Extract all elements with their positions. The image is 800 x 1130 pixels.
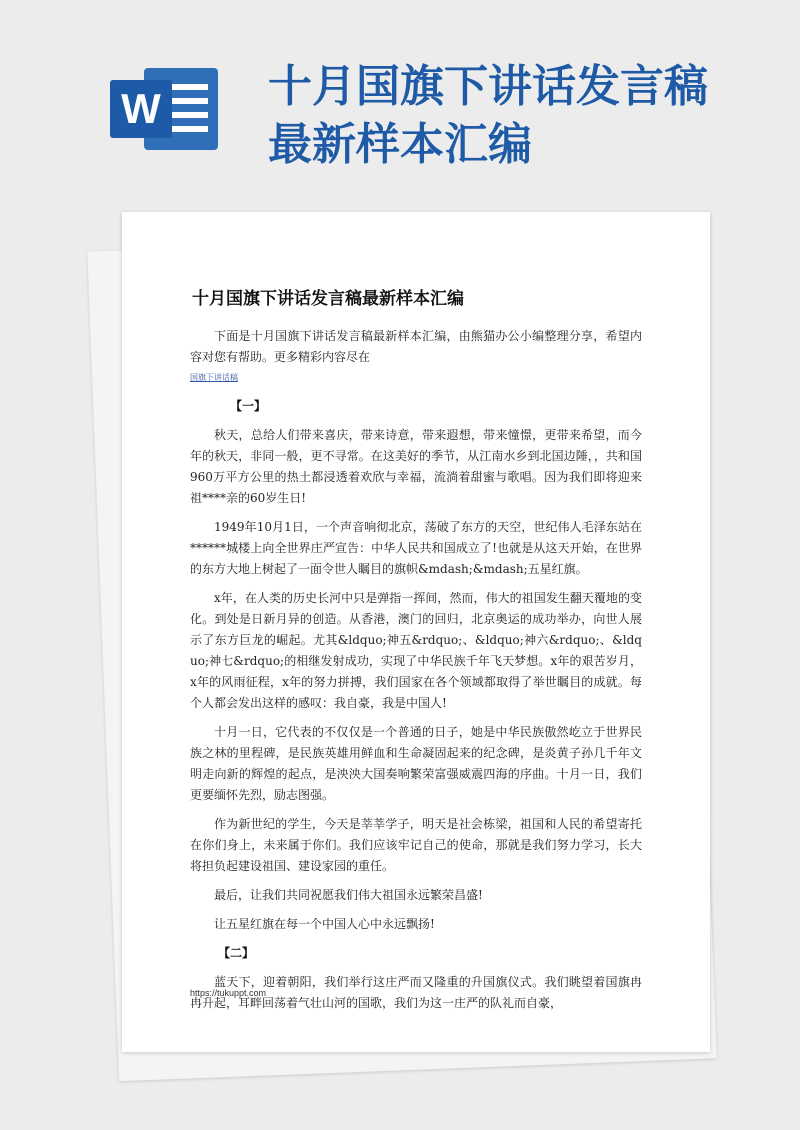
- section-heading-1: 【一】: [230, 399, 267, 413]
- paragraph: 秋天，总给人们带来喜庆，带来诗意，带来遐想，带来憧憬，更带来希望，而今年的秋天，非同一般，更不寻常。在这美好的季节，从江南水乡到北国边陲，，共和国960万平方公里的热土都浸透着欢欣与幸福，流淌着甜蜜与歌唱。因为我们即将迎来祖****亲的60岁生日!: [190, 428, 642, 505]
- footer-url: https://tukuppt.com: [190, 988, 267, 998]
- link-flag-speech[interactable]: 国旗下讲话稿: [190, 373, 238, 382]
- paragraph: 最后，让我们共同祝愿我们伟大祖国永远繁荣昌盛!: [214, 888, 483, 902]
- paragraph: x年，在人类的历史长河中只是弹指一挥间，然而，伟大的祖国发生翻天覆地的变化。到处是日新月异的创造。从香港，澳门的回归，北京奥运的成功举办，向世人展示了东方巨龙的崛起。尤其&ldquo;神五&rdquo;、&ldquo;神六&rdquo;、&ldquo;神七&rdquo;的相继发射成功，实现了中华民族千年飞天梦想。x年的艰苦岁月，x年的风雨征程，x年的努力拼搏，我们国家在各个领域都取得了举世瞩目的成就。每个人都会发出这样的感叹：我自豪，我是中国人!: [190, 591, 642, 710]
- word-icon-letter: W: [110, 80, 172, 138]
- document-page: [122, 212, 710, 1052]
- paragraph: 蓝天下，迎着朝阳，我们举行这庄严而又隆重的升国旗仪式。我们眺望着国旗冉冉升起，耳畔回荡着气壮山河的国歌，我们为这一庄严的队礼而自豪，: [190, 975, 642, 1010]
- banner-title: [268, 58, 748, 174]
- intro-paragraph: 下面是十月国旗下讲话发言稿最新样本汇编，由熊猫办公小编整理分享，希望内容对您有帮助。更多精彩内容尽在: [190, 329, 642, 364]
- document-title: 十月国旗下讲话发言稿最新样本汇编: [192, 289, 464, 309]
- paragraph: 让五星红旗在每一个中国人心中永远飘扬!: [214, 917, 435, 931]
- banner-title-line-2: 最新样本汇编: [268, 119, 532, 170]
- section-heading-2: 【二】: [218, 946, 255, 960]
- paragraph: 十月一日，它代表的不仅仅是一个普通的日子，她是中华民族傲然屹立于世界民族之林的里程碑，是民族英雄用鲜血和生命凝固起来的纪念碑，是炎黄子孙几千年文明走向新的辉煌的起点，是泱泱大国奏响繁荣富强威震四海的序曲。十月一日，我们更要缅怀先烈，励志图强。: [190, 725, 642, 802]
- banner-title-line-1: 十月国旗下讲话发言稿: [268, 61, 708, 112]
- paragraph: 1949年10月1日，一个声音响彻北京，荡破了东方的天空，世纪伟人毛泽东站在******城楼上向全世界庄严宣告：中华人民共和国成立了!也就是从这天开始，在世界的东方大地上树起了一面令世人瞩目的旗帜&mdash;&mdash;五星红旗。: [190, 520, 642, 576]
- banner: [0, 0, 800, 230]
- paragraph: 作为新世纪的学生，今天是莘莘学子，明天是社会栋梁，祖国和人民的希望寄托在你们身上，未来属于你们。我们应该牢记自己的使命，那就是我们努力学习，长大将担负起建设祖国、建设家园的重任。: [190, 817, 642, 873]
- word-document-icon: [110, 62, 220, 152]
- document-body: [190, 326, 642, 1022]
